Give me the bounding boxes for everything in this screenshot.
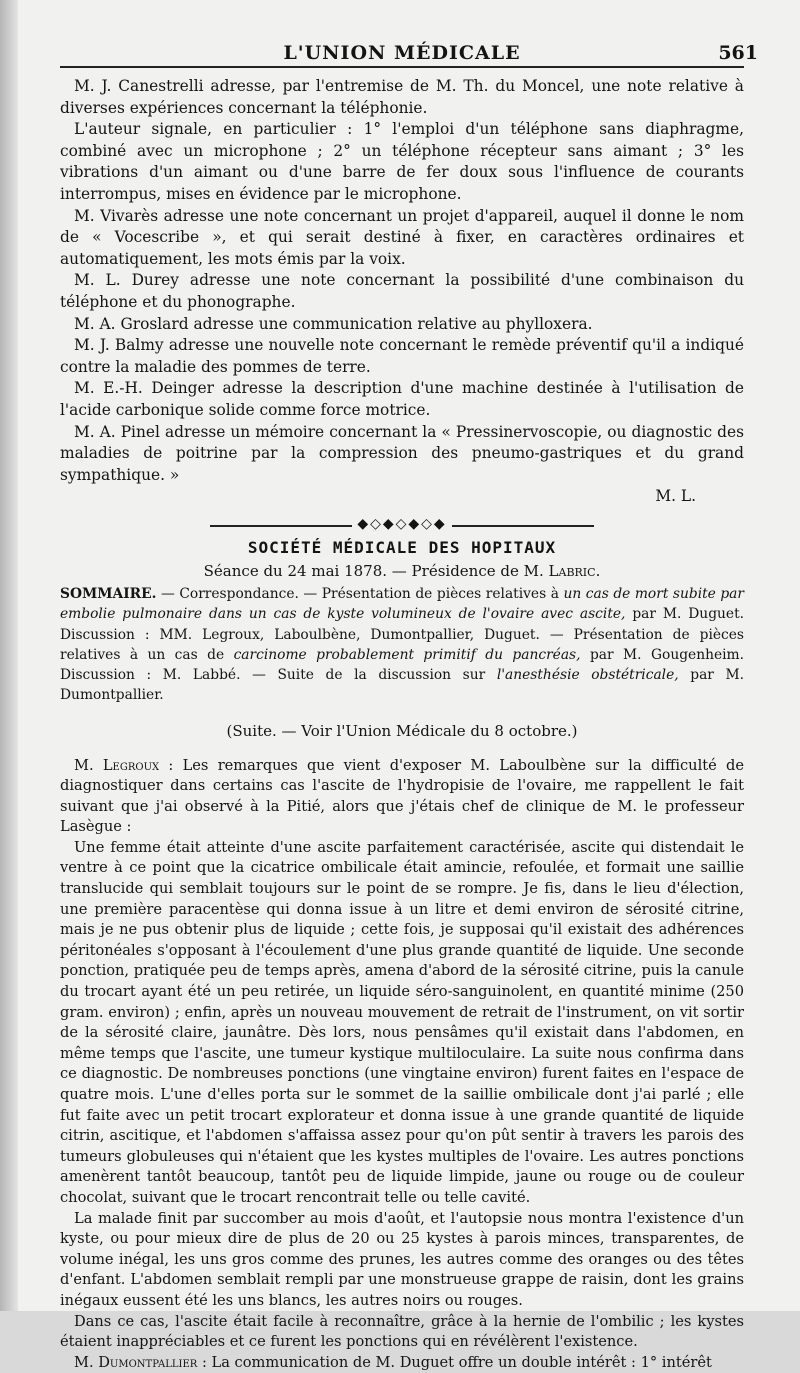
summary-text: par M. Dumontpallier. bbox=[60, 667, 745, 704]
divider-ornament: ◆◇◆◇◆◇◆ bbox=[352, 516, 452, 532]
session-date: Séance du 24 mai 1878. — Présidence de bbox=[203, 562, 519, 581]
correspondent-name: M. E.-H. Deinger bbox=[74, 379, 214, 398]
discussion-paragraph bbox=[60, 1312, 744, 1353]
letter-paragraph bbox=[60, 76, 744, 119]
correspondent-name: M. J. Balmy bbox=[74, 336, 164, 355]
speaker-name: M. Legroux : bbox=[74, 756, 174, 774]
letter-paragraph bbox=[60, 314, 744, 336]
summary-text: par M. Duguet. Discussion : MM. Legroux, Laboulbène, Dumontpallier, Duguet. — Présentation de pièces relatives à un cas de bbox=[60, 606, 745, 663]
summary-text: — Correspondance. — Présentation de pièces relatives à bbox=[161, 586, 559, 603]
discussion-paragraph bbox=[60, 756, 744, 838]
speaker-name: M. Dumontpallier : bbox=[74, 1353, 207, 1371]
section-title: SOCIÉTÉ MÉDICALE DES HOPITAUX bbox=[247, 538, 557, 558]
discussion-text: La communication de M. Duguet offre un double intérêt : 1° intérêt bbox=[211, 1353, 712, 1371]
letter-paragraph bbox=[60, 270, 744, 313]
correspondent-name: M. J. Canestrelli bbox=[74, 77, 204, 95]
discussion-text: Une femme était atteinte d'une ascite parfaitement caractérisée, ascite qui distendait le ventre à ce point que la cicatrice ombilicale était amincie, refoulée, et formait une saillie translucide qui semblait toujours sur le point de se rompre. Je fis, dans le lieu d'élection, une première paracentèse qui donna issue à un litre et demi environ de sérosité citrine, mais je ne pus obtenir plus de liquide ; cette fois, je supposai qu'il existait des adhérences péritonéales s'opposant à l'écoulement d'une plus grande quantité de liquide. Une seconde ponction, pratiquée peu de temps après, amena d'abord de la sérosité citrine, puis la canule du trocart ayant été un peu retirée, un liquide séro-sanguinolent, en quantité minime (250 gram. environ) ; enfin, après un nouveau mouvement de retrait de l'instrument, on vit sortir de la sérosité claire, jaunâtre. Dès lors, nous pensâmes qu'il existait dans l'abdomen, en même temps que l'ascite, une tumeur kystique multiloculaire. La suite nous confirma dans ce diagnostic. De nombreuses ponctions (une vingtaine environ) furent faites en l'espace de quatre mois. L'une d'elles porta sur le sommet de la saillie ombilicale dont j'ai parlé ; elle fut faite avec un petit trocart explorateur et donna issue à une grande quantité de liquide citrin, ascitique, et l'abdomen s'affaissa assez pour qu'on pût sentir à travers les parois des tumeurs globuleuses qui n'étaient que les kystes multiples de l'ovaire. Les autres ponctions amenèrent tantôt beaucoup, tantôt peu de liquide limpide, jaune ou rouge ou de couleur chocolat, suivant que le trocart rencontrait telle ou telle cavité. bbox=[60, 838, 744, 1206]
discussion-text: Dans ce cas, l'ascite était facile à reconnaître, grâce à la hernie de l'ombilic ; les kystes étaient inappréciables et ce furent les ponctions qui en révélèrent l'existence. bbox=[60, 1312, 744, 1351]
discussion-paragraph bbox=[60, 838, 744, 1209]
letter-paragraph bbox=[60, 422, 744, 487]
letter-text: adresse la description d'une machine destinée à l'utilisation de l'acide carbonique solide comme force motrice. bbox=[60, 379, 744, 419]
summary-paragraph bbox=[60, 584, 744, 705]
discussion-paragraph bbox=[60, 1353, 744, 1373]
summary-italic: un cas de mort subite par embolie pulmonaire dans un cas de kyste volumineux de l'ovaire avec ascite, bbox=[60, 586, 744, 623]
discussion-text: La malade finit par succomber au mois d'août, et l'autopsie nous montra l'existence d'un kyste, ou pour mieux dire de plus de 20 ou 25 kystes à parois minces, transparentes, de volume inégal, les uns gros comme des prunes, les autres comme des oranges ou des têtes d'enfant. L'abdomen semblait rempli par une monstrueuse grappe de raisin, dont les grains inégaux eussent été les uns blancs, les autres noirs ou rouges. bbox=[60, 1209, 744, 1309]
signature bbox=[60, 486, 744, 506]
letter-paragraph bbox=[60, 119, 744, 205]
session-president: M. Labric. bbox=[523, 562, 601, 581]
discussion-paragraph bbox=[60, 1209, 744, 1312]
signature-text: M. L. bbox=[655, 487, 696, 506]
correspondent-name: M. Vivarès bbox=[74, 206, 159, 225]
continuation-note: (Suite. — Voir l'Union Médicale du 8 octobre.) bbox=[226, 721, 578, 740]
letter-text: adresse une note concernant un projet d'appareil, auquel il donne le nom de « Vocescribe », et qui serait destiné à fixer, en caractères ordinaires et automatiquement, les mots émis par la voix. bbox=[60, 206, 744, 268]
letter-text: adresse un mémoire concernant la « Pressinervoscopie, ou diagnostic des maladies de poitrine par la compression des pneumo-gastriques et du grand sympathique. » bbox=[60, 422, 744, 484]
summary-italic: carcinome probablement primitif du pancréas, bbox=[233, 646, 581, 663]
letter-text: adresse, par l'entremise de M. Th. du Moncel, une note relative à diverses expériences concernant la téléphonie. bbox=[60, 77, 744, 117]
summary-text: par M. Gougenheim. Discussion : M. Labbé. — Suite de la discussion sur bbox=[60, 646, 745, 684]
running-header bbox=[60, 36, 758, 68]
correspondent-name: M. L. Durey bbox=[74, 271, 179, 290]
correspondent-name: M. A. Groslard bbox=[74, 314, 189, 333]
letter-paragraph bbox=[60, 335, 744, 378]
letter-text: adresse une communication relative au phylloxera. bbox=[193, 314, 593, 333]
letter-text: adresse une note concernant la possibilité d'une combinaison du téléphone et du phonographe. bbox=[60, 271, 744, 311]
discussion-text: Les remarques que vient d'exposer M. Laboulbène sur la difficulté de diagnostiquer dans certains cas l'ascite de l'hydropisie de l'ovaire, me rappellent le fait suivant que j'ai observé à la Pitié, alors que j'étais chef de clinique de M. le professeur Lasègue : bbox=[60, 756, 744, 836]
page-spine bbox=[0, 0, 18, 1311]
letter-text: adresse une nouvelle note concernant le remède préventif qu'il a indiqué contre la maladie des pommes de terre. bbox=[60, 336, 744, 376]
running-title: L'UNION MÉDICALE bbox=[283, 42, 521, 64]
session-line bbox=[60, 561, 744, 582]
page-number: 561 bbox=[718, 42, 758, 64]
summary-label: SOMMAIRE. bbox=[60, 586, 157, 603]
letter-paragraph bbox=[60, 206, 744, 271]
summary-italic: l'anesthésie obstétricale, bbox=[496, 667, 679, 684]
letter-text: L'auteur signale, en particulier : 1° l'emploi d'un téléphone sans diaphragme, combiné avec un microphone ; 2° un téléphone récepteur sans aimant ; 3° les vibrations d'un aimant ou d'une barre de fer doux sous l'influence de courants interrompus, mises en évidence par le microphone. bbox=[60, 120, 744, 203]
letter-paragraph bbox=[60, 378, 744, 421]
page-content bbox=[60, 36, 758, 1373]
book-page bbox=[18, 0, 800, 1371]
correspondent-name: M. A. Pinel bbox=[74, 422, 160, 441]
section-divider bbox=[60, 514, 744, 538]
